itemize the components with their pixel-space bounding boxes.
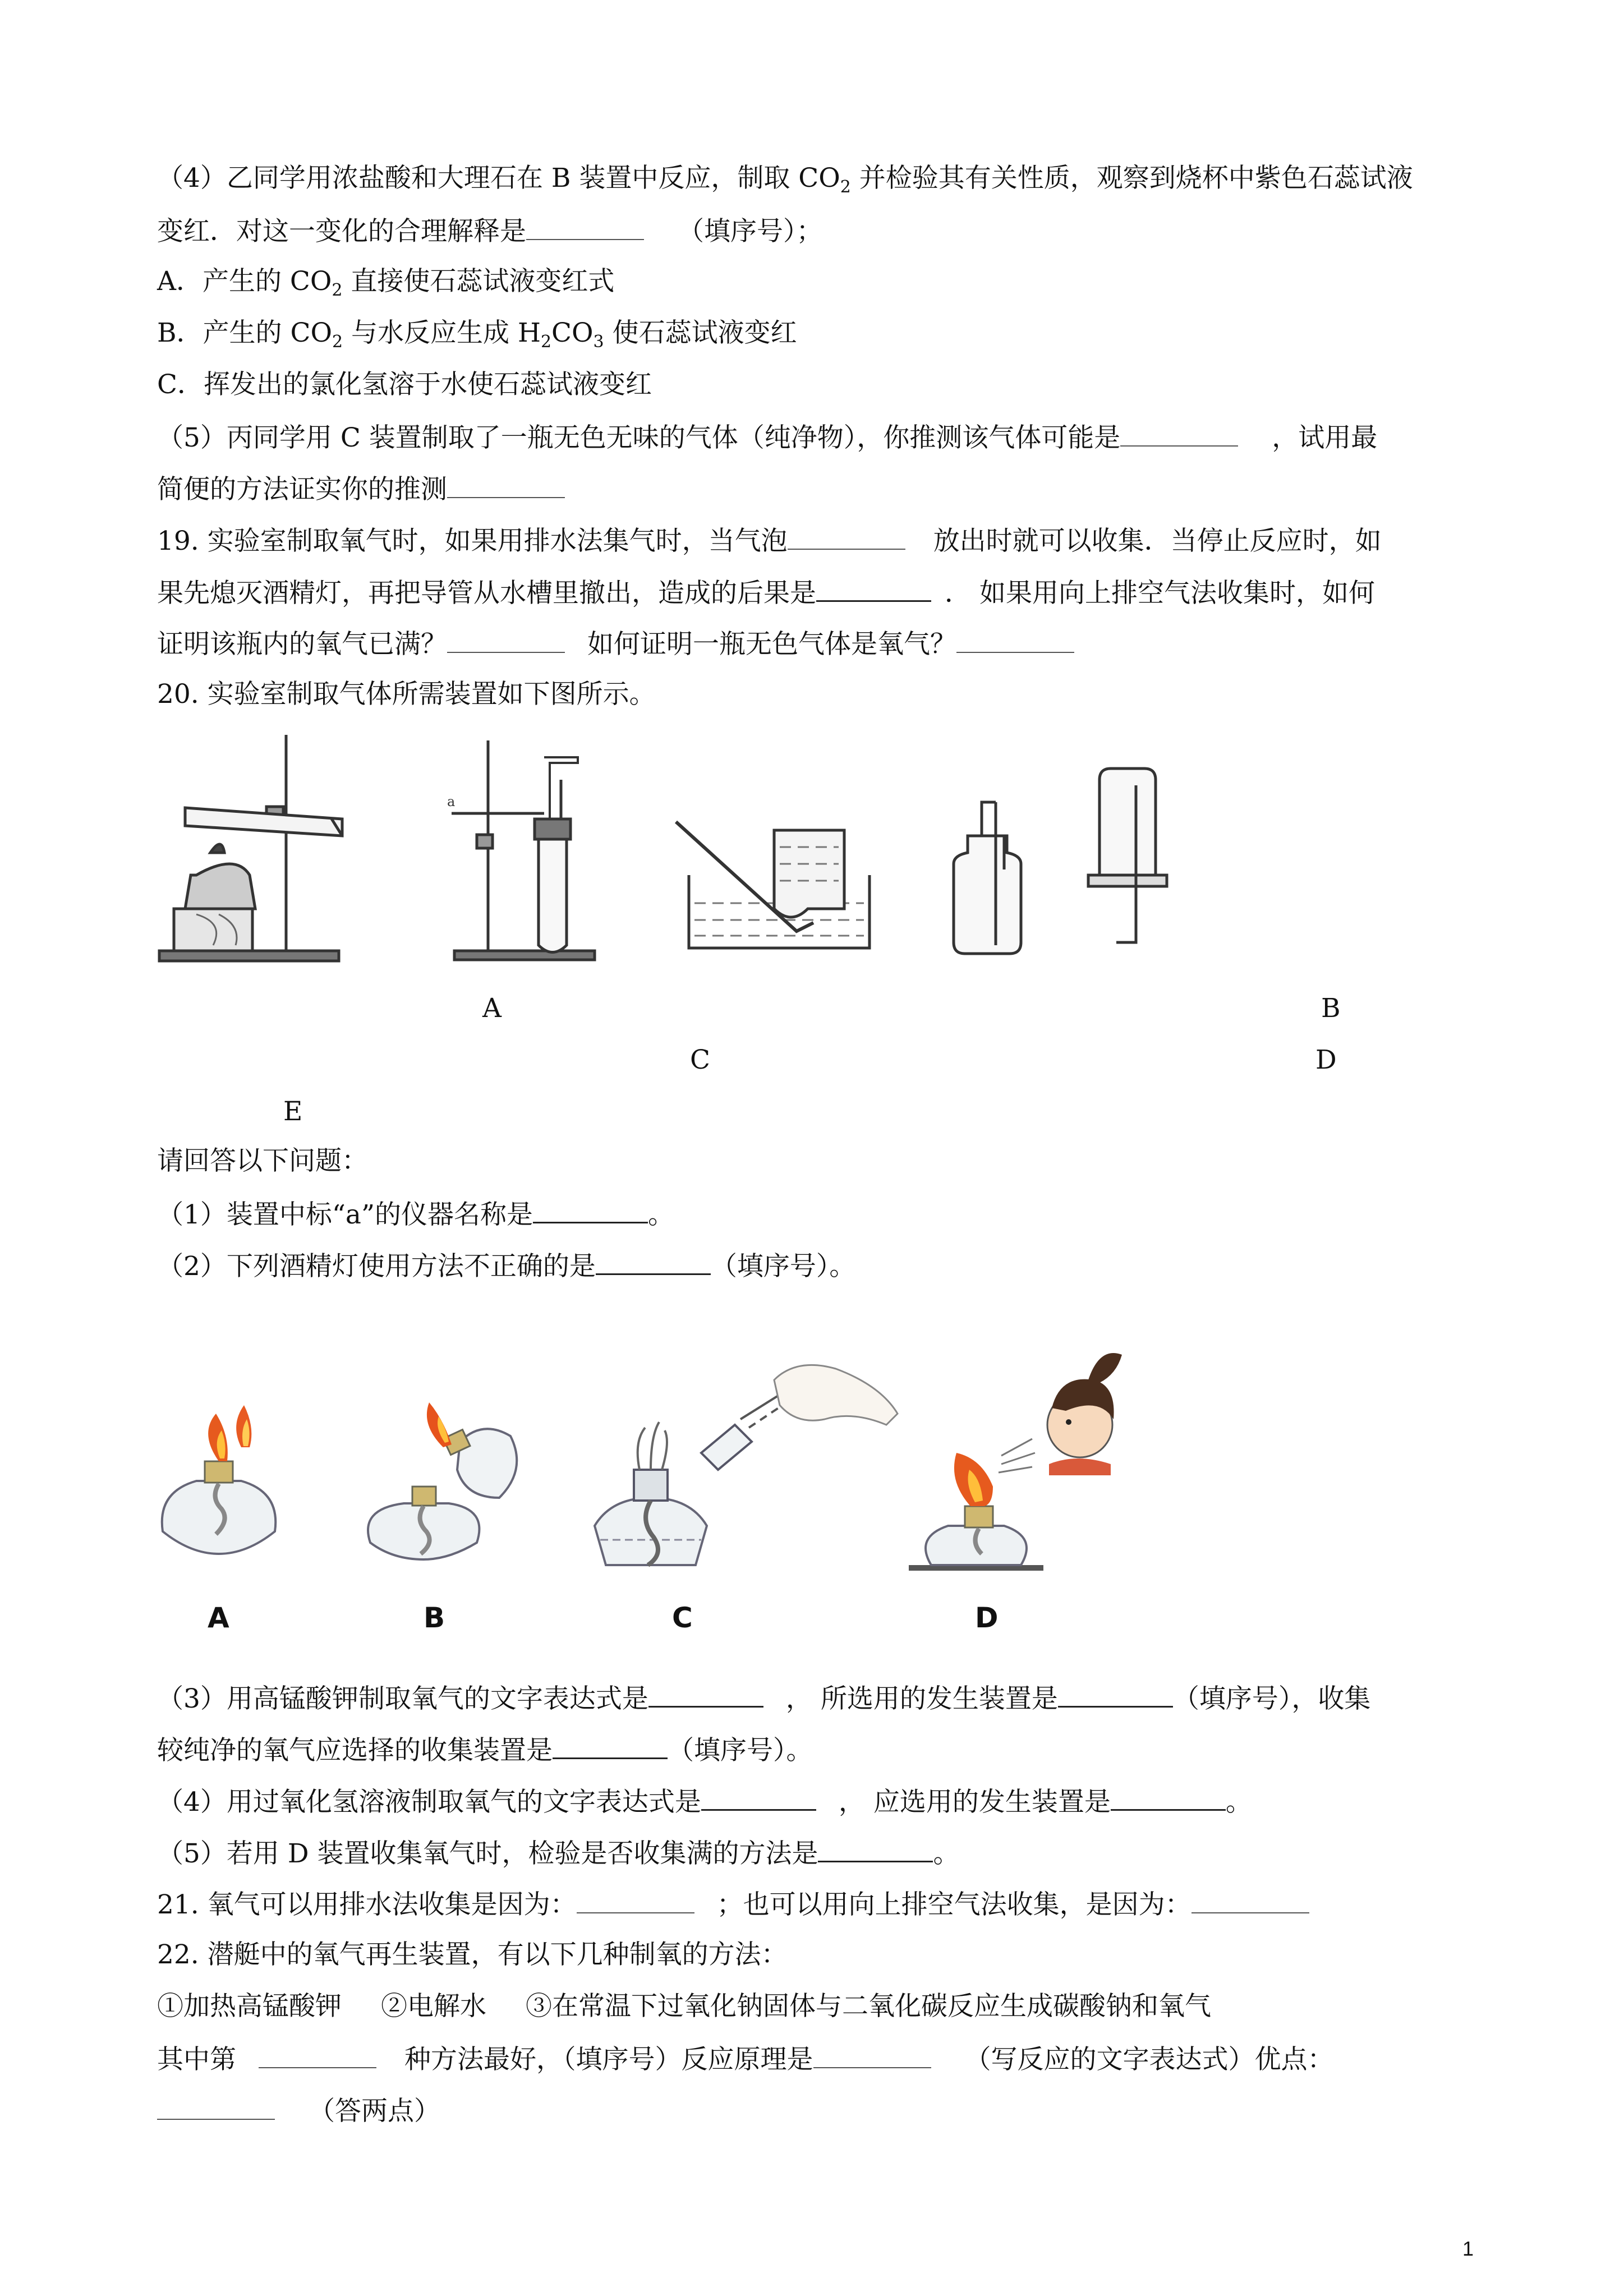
lamp-c-drawing <box>595 1365 898 1565</box>
q22-methods: ①加热高锰酸钾 ②电解水 ③在常温下过氧化钠固体与二氧化碳反应生成碳酸钠和氧气 <box>157 1991 1211 2022</box>
answer-blank[interactable] <box>447 471 565 498</box>
apparatus-a-heating-setup <box>159 735 342 961</box>
q19-line3: 证明该瓶内的氧气已满？ 如何证明一瓶无色气体是氧气？ <box>157 626 1481 661</box>
apparatus-c-water-trough <box>676 822 869 948</box>
answer-blank[interactable] <box>596 1248 711 1275</box>
apparatus-figure <box>151 724 1217 987</box>
answer-blank[interactable] <box>157 2093 275 2120</box>
q22-line1: 22. 潜艇中的氧气再生装置，有以下几种制氧的方法： <box>157 1939 788 1970</box>
q20-ask: 请回答以下问题： <box>157 1145 368 1176</box>
fig-label-a: A <box>482 993 502 1024</box>
apparatus-a-label: a <box>447 794 456 809</box>
lamp-label-d: D <box>975 1602 999 1634</box>
answer-blank[interactable] <box>1191 1887 1309 1913</box>
apparatus-e-inverted-bottle <box>1088 769 1167 942</box>
q18-part4-line2: 变红．对这一变化的合理解释是 （填序号）； <box>157 213 1481 249</box>
q19-line2: 果先熄灭酒精灯，再把导管从水槽里撤出，造成的后果是 ． 如果用向上排空气法收集时，如何 <box>157 574 1481 610</box>
q20-sub5: （5）若用 D 装置收集氧气时，检验是否收集满的方法是 。 <box>157 1835 1481 1871</box>
answer-blank[interactable] <box>259 2041 376 2068</box>
q18-part5-line2: 简便的方法证实你的推测 <box>157 471 1481 507</box>
apparatus-d-gas-bottle <box>954 802 1021 954</box>
answer-blank[interactable] <box>533 1196 648 1223</box>
answer-blank[interactable] <box>1058 1680 1173 1708</box>
fig-label-e: E <box>283 1096 303 1127</box>
answer-blank[interactable] <box>447 626 565 653</box>
q20-sub3-line1: （3）用高锰酸钾制取氧气的文字表达式是 ， 所选用的发生装置是 （填序号），收集 <box>157 1680 1481 1716</box>
answer-blank[interactable] <box>1120 420 1238 447</box>
lamp-label-a: A <box>208 1602 229 1634</box>
q19-line1: 19. 实验室制取氧气时，如果用排水法集气时，当气泡 放出时就可以收集．当停止反应时，如 <box>157 523 1481 558</box>
answer-blank[interactable] <box>816 574 931 602</box>
answer-blank[interactable] <box>553 1732 668 1759</box>
q20-sub2: （2）下列酒精灯使用方法不正确的是 （填序号）。 <box>157 1248 1481 1283</box>
alcohol-lamp-figure <box>146 1285 1128 1599</box>
q21-line: 21. 氧气可以用排水法收集是因为： ；也可以用向上排空气法收集，是因为： <box>157 1887 1481 1922</box>
answer-blank[interactable] <box>813 2041 931 2068</box>
q20-sub1: （1）装置中标“a”的仪器名称是 。 <box>157 1196 1481 1232</box>
fig-label-d: D <box>1315 1045 1337 1075</box>
answer-blank[interactable] <box>526 213 644 240</box>
lamp-d-drawing <box>909 1353 1122 1571</box>
answer-blank[interactable] <box>818 1835 933 1862</box>
answer-blank[interactable] <box>701 1783 816 1811</box>
answer-blank[interactable] <box>577 1887 694 1913</box>
q18-option-b: B．产生的 $CO_2$ 与水反应生成 $H_2CO_3$ 使石蕊试液变红 <box>157 318 797 352</box>
q18-part5-line1: （5）丙同学用 C 装置制取了一瓶无色无味的气体（纯净物），你推测该气体可能是 ，试用最 <box>157 420 1481 455</box>
page-number: 1 <box>1462 2237 1474 2260</box>
q22-line4: （答两点） <box>157 2093 1481 2128</box>
q20-intro: 20. 实验室制取气体所需装置如下图所示。 <box>157 679 656 710</box>
q18-option-c: C．挥发出的氯化氢溶于水使石蕊试液变红 <box>157 369 652 400</box>
q20-sub3-line2: 较纯净的氧气应选择的收集装置是 （填序号）。 <box>157 1732 1481 1768</box>
q22-line3: 其中第 种方法最好，（填序号）反应原理是 （写反应的文字表达式）优点： <box>157 2041 1481 2077</box>
lamp-a-drawing <box>162 1405 276 1554</box>
lamp-b-drawing <box>368 1402 517 1559</box>
answer-blank[interactable] <box>648 1680 763 1708</box>
fig-label-b: B <box>1321 993 1341 1024</box>
fig-label-c: C <box>690 1045 710 1075</box>
answer-blank[interactable] <box>956 626 1074 653</box>
lamp-label-b: B <box>424 1602 445 1634</box>
q18-part4-line1: （4）乙同学用浓盐酸和大理石在 B 装置中反应，制取 $CO_2$ 并检验其有关性质，观察到烧杯中紫色石蕊试液 <box>157 163 1413 197</box>
lamp-label-c: C <box>672 1602 693 1634</box>
answer-blank[interactable] <box>788 523 905 550</box>
answer-blank[interactable] <box>1111 1783 1226 1811</box>
apparatus-b-test-tube-setup <box>452 740 595 960</box>
q18-option-a: A．产生的 $CO_2$ 直接使石蕊试液变红式 <box>157 266 615 300</box>
q20-sub4: （4）用过氧化氢溶液制取氧气的文字表达式是 ， 应选用的发生装置是 。 <box>157 1783 1481 1819</box>
